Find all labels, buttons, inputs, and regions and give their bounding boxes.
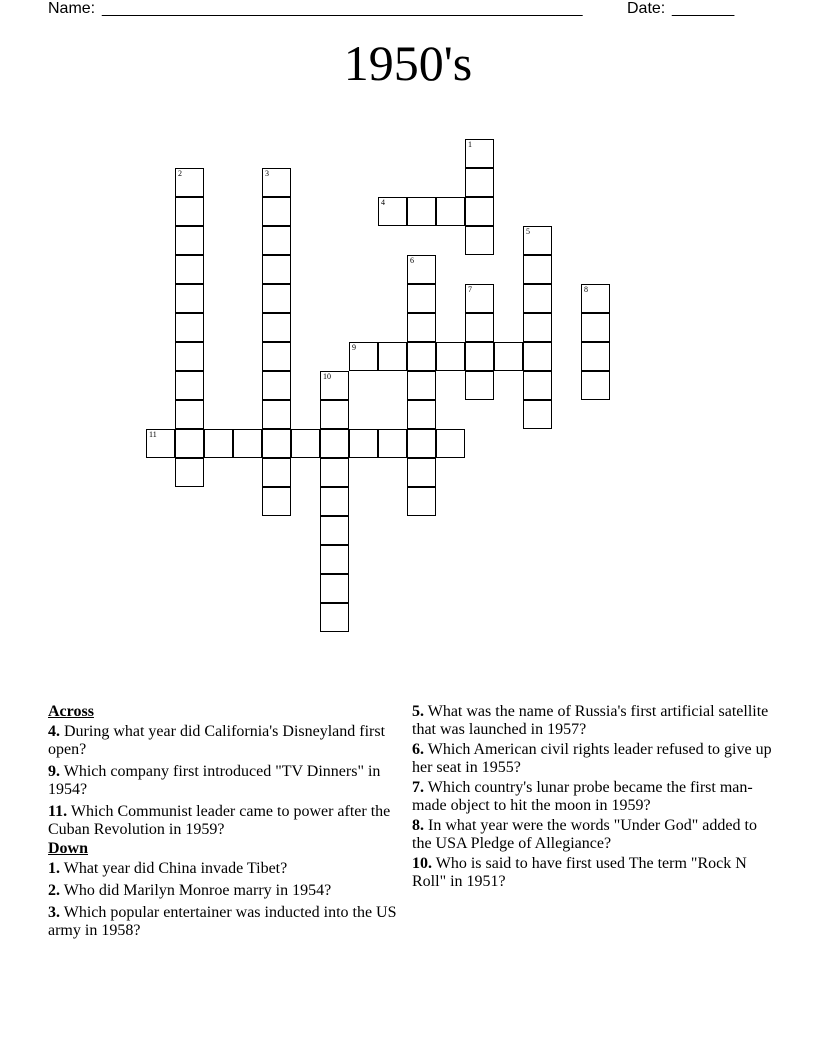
date-input-line[interactable]: _______ <box>672 0 735 17</box>
cell-number: 11 <box>149 430 157 439</box>
grid-cell[interactable] <box>320 429 349 458</box>
grid-cell[interactable] <box>465 139 494 168</box>
grid-cell[interactable] <box>494 342 523 371</box>
clue-number: 10. <box>412 855 432 872</box>
cell-number: 7 <box>468 285 472 294</box>
clue-number: 5. <box>412 703 424 720</box>
grid-cell[interactable] <box>175 371 204 400</box>
clue-text: Which company first introduced "TV Dinners" in 1954? <box>48 763 381 798</box>
grid-cell[interactable] <box>465 226 494 255</box>
grid-cell[interactable] <box>465 197 494 226</box>
grid-cell[interactable] <box>262 284 291 313</box>
grid-cell[interactable] <box>378 342 407 371</box>
cell-number: 5 <box>526 227 530 236</box>
grid-cell[interactable] <box>262 487 291 516</box>
clues-right-column <box>412 703 772 895</box>
grid-cell[interactable] <box>378 429 407 458</box>
grid-cell[interactable] <box>436 429 465 458</box>
clue-text: During what year did California's Disneyland first open? <box>48 723 386 758</box>
date-label: Date: <box>627 0 666 17</box>
grid-cell[interactable] <box>146 429 175 458</box>
grid-cell[interactable] <box>262 342 291 371</box>
clue-text: What year did China invade Tibet? <box>63 860 288 877</box>
grid-cell[interactable] <box>407 255 436 284</box>
clue-down-3 <box>48 904 408 940</box>
clue-text: What was the name of Russia's first artificial satellite that was launched in 1957? <box>412 703 769 738</box>
grid-cell[interactable] <box>407 342 436 371</box>
grid-cell[interactable] <box>523 313 552 342</box>
grid-cell[interactable] <box>262 400 291 429</box>
grid-cell[interactable] <box>465 313 494 342</box>
grid-cell[interactable] <box>581 284 610 313</box>
grid-cell[interactable] <box>465 371 494 400</box>
clue-text: Which Communist leader came to power after the Cuban Revolution in 1959? <box>48 803 391 838</box>
grid-cell[interactable] <box>320 487 349 516</box>
cell-number: 4 <box>381 198 385 207</box>
grid-cell[interactable] <box>320 545 349 574</box>
grid-cell[interactable] <box>320 574 349 603</box>
clue-number: 7. <box>412 779 424 796</box>
clue-text: Which American civil rights leader refused to give up her seat in 1955? <box>412 741 772 776</box>
grid-cell[interactable] <box>175 400 204 429</box>
clues-left-column <box>48 703 408 944</box>
clue-text: Who did Marilyn Monroe marry in 1954? <box>63 882 332 899</box>
down-heading: Down <box>48 840 89 857</box>
grid-cell[interactable] <box>262 429 291 458</box>
grid-cell[interactable] <box>436 197 465 226</box>
grid-cell[interactable] <box>407 400 436 429</box>
grid-cell[interactable] <box>233 429 262 458</box>
grid-cell[interactable] <box>291 429 320 458</box>
clue-down-10 <box>412 855 772 891</box>
grid-cell[interactable] <box>523 226 552 255</box>
clue-text: Who is said to have first used The term "Rock N Roll" in 1951? <box>412 855 747 890</box>
grid-cell[interactable] <box>407 487 436 516</box>
name-input-line[interactable]: ______________________________________________________ <box>102 0 583 17</box>
grid-cell[interactable] <box>581 313 610 342</box>
grid-cell[interactable] <box>320 516 349 545</box>
cell-number: 6 <box>410 256 414 265</box>
grid-cell[interactable] <box>175 284 204 313</box>
grid-cell[interactable] <box>175 255 204 284</box>
grid-cell[interactable] <box>523 371 552 400</box>
grid-cell[interactable] <box>175 168 204 197</box>
grid-cell[interactable] <box>262 371 291 400</box>
clue-down-6 <box>412 741 772 777</box>
grid-cell[interactable] <box>262 197 291 226</box>
cell-number: 10 <box>323 372 331 381</box>
clue-number: 9. <box>48 763 60 780</box>
clue-number: 1. <box>48 860 60 877</box>
grid-cell[interactable] <box>262 226 291 255</box>
clue-number: 6. <box>412 741 424 758</box>
across-heading: Across <box>48 703 94 720</box>
clue-number: 3. <box>48 904 60 921</box>
clue-across-11 <box>48 803 408 839</box>
name-label: Name: <box>48 0 96 17</box>
grid-cell[interactable] <box>523 342 552 371</box>
clue-across-9 <box>48 763 408 799</box>
grid-cell[interactable] <box>436 342 465 371</box>
grid-cell[interactable] <box>320 400 349 429</box>
grid-cell[interactable] <box>175 197 204 226</box>
clue-number: 4. <box>48 723 60 740</box>
grid-cell[interactable] <box>175 429 204 458</box>
grid-cell[interactable] <box>523 284 552 313</box>
clue-down-1 <box>48 860 408 878</box>
clue-number: 8. <box>412 817 424 834</box>
grid-cell[interactable] <box>523 400 552 429</box>
grid-cell[interactable] <box>262 458 291 487</box>
clue-number: 11. <box>48 803 68 820</box>
grid-cell[interactable] <box>465 284 494 313</box>
grid-cell[interactable] <box>378 197 407 226</box>
grid-cell[interactable] <box>407 429 436 458</box>
grid-cell[interactable] <box>407 284 436 313</box>
clue-down-7 <box>412 779 772 815</box>
grid-cell[interactable] <box>581 371 610 400</box>
clue-text: Which country's lunar probe became the first man-made object to hit the moon in 1959? <box>412 779 753 814</box>
cell-number: 1 <box>468 140 472 149</box>
grid-cell[interactable] <box>407 458 436 487</box>
grid-cell[interactable] <box>581 342 610 371</box>
clue-number: 2. <box>48 882 60 899</box>
grid-cell[interactable] <box>175 458 204 487</box>
grid-cell[interactable] <box>175 342 204 371</box>
grid-cell[interactable] <box>465 168 494 197</box>
cell-number: 3 <box>265 169 269 178</box>
grid-cell[interactable] <box>523 255 552 284</box>
grid-cell[interactable] <box>407 371 436 400</box>
grid-cell[interactable] <box>320 371 349 400</box>
clue-text: Which popular entertainer was inducted into the US army in 1958? <box>48 904 397 939</box>
grid-cell[interactable] <box>175 226 204 255</box>
clue-down-5 <box>412 703 772 739</box>
grid-cell[interactable] <box>175 313 204 342</box>
clue-down-8 <box>412 817 772 853</box>
grid-cell[interactable] <box>407 313 436 342</box>
grid-cell[interactable] <box>465 342 494 371</box>
grid-cell[interactable] <box>262 313 291 342</box>
grid-cell[interactable] <box>204 429 233 458</box>
grid-cell[interactable] <box>407 197 436 226</box>
cell-number: 8 <box>584 285 588 294</box>
page-title: 1950's <box>343 35 473 91</box>
grid-cell[interactable] <box>320 458 349 487</box>
clue-across-4 <box>48 723 408 759</box>
cell-number: 2 <box>178 169 182 178</box>
clue-down-2 <box>48 882 408 900</box>
grid-cell[interactable] <box>262 255 291 284</box>
grid-cell[interactable] <box>320 603 349 632</box>
grid-cell[interactable] <box>262 168 291 197</box>
cell-number: 9 <box>352 343 356 352</box>
grid-cell[interactable] <box>349 342 378 371</box>
grid-cell[interactable] <box>349 429 378 458</box>
clue-text: In what year were the words "Under God" added to the USA Pledge of Allegiance? <box>412 817 757 852</box>
